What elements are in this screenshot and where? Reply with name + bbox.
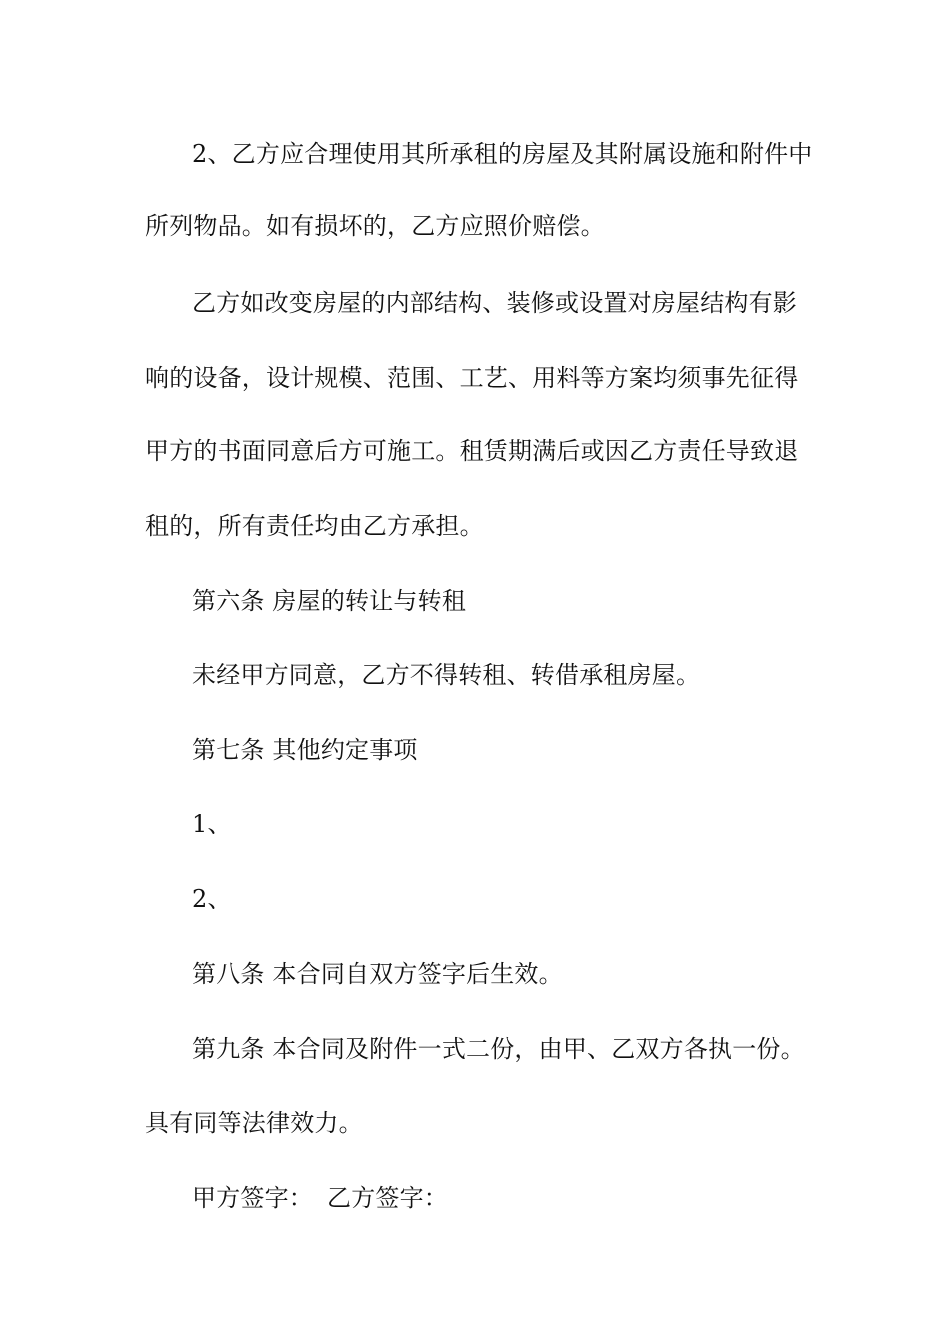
clause-6-heading: 第六条 房屋的转让与转租 bbox=[192, 587, 467, 615]
alteration-paragraph-line-3: 甲方的书面同意后方可施工。租赁期满后或因乙方责任导致退 bbox=[145, 437, 799, 465]
clause-5-item-2-line-1: 2、乙方应合理使用其所承租的房屋及其附属设施和附件中 bbox=[192, 140, 813, 168]
signature-line bbox=[192, 1182, 448, 1214]
clause-8-text: 第八条 本合同自双方签字后生效。 bbox=[192, 960, 563, 988]
alteration-paragraph-line-2: 响的设备，设计规模、范围、工艺、用料等方案均须事先征得 bbox=[145, 364, 799, 392]
clause-7-item-2: 2、 bbox=[192, 885, 232, 913]
clause-7-item-1: 1、 bbox=[192, 810, 232, 838]
clause-9-line-2: 具有同等法律效力。 bbox=[145, 1109, 363, 1137]
alteration-paragraph-line-4: 租的，所有责任均由乙方承担。 bbox=[145, 512, 484, 540]
clause-5-item-2-line-2: 所列物品。如有损坏的，乙方应照价赔偿。 bbox=[145, 212, 605, 240]
clause-6-text: 未经甲方同意，乙方不得转租、转借承租房屋。 bbox=[192, 661, 701, 689]
alteration-paragraph-line-1: 乙方如改变房屋的内部结构、装修或设置对房屋结构有影 bbox=[192, 289, 797, 317]
party-a-signature-label: 甲方签字： bbox=[192, 1184, 313, 1212]
clause-7-heading: 第七条 其他约定事项 bbox=[192, 736, 418, 764]
clause-9-line-1: 第九条 本合同及附件一式二份，由甲、乙双方各执一份。 bbox=[192, 1035, 805, 1063]
party-b-signature-label: 乙方签字： bbox=[327, 1184, 448, 1212]
